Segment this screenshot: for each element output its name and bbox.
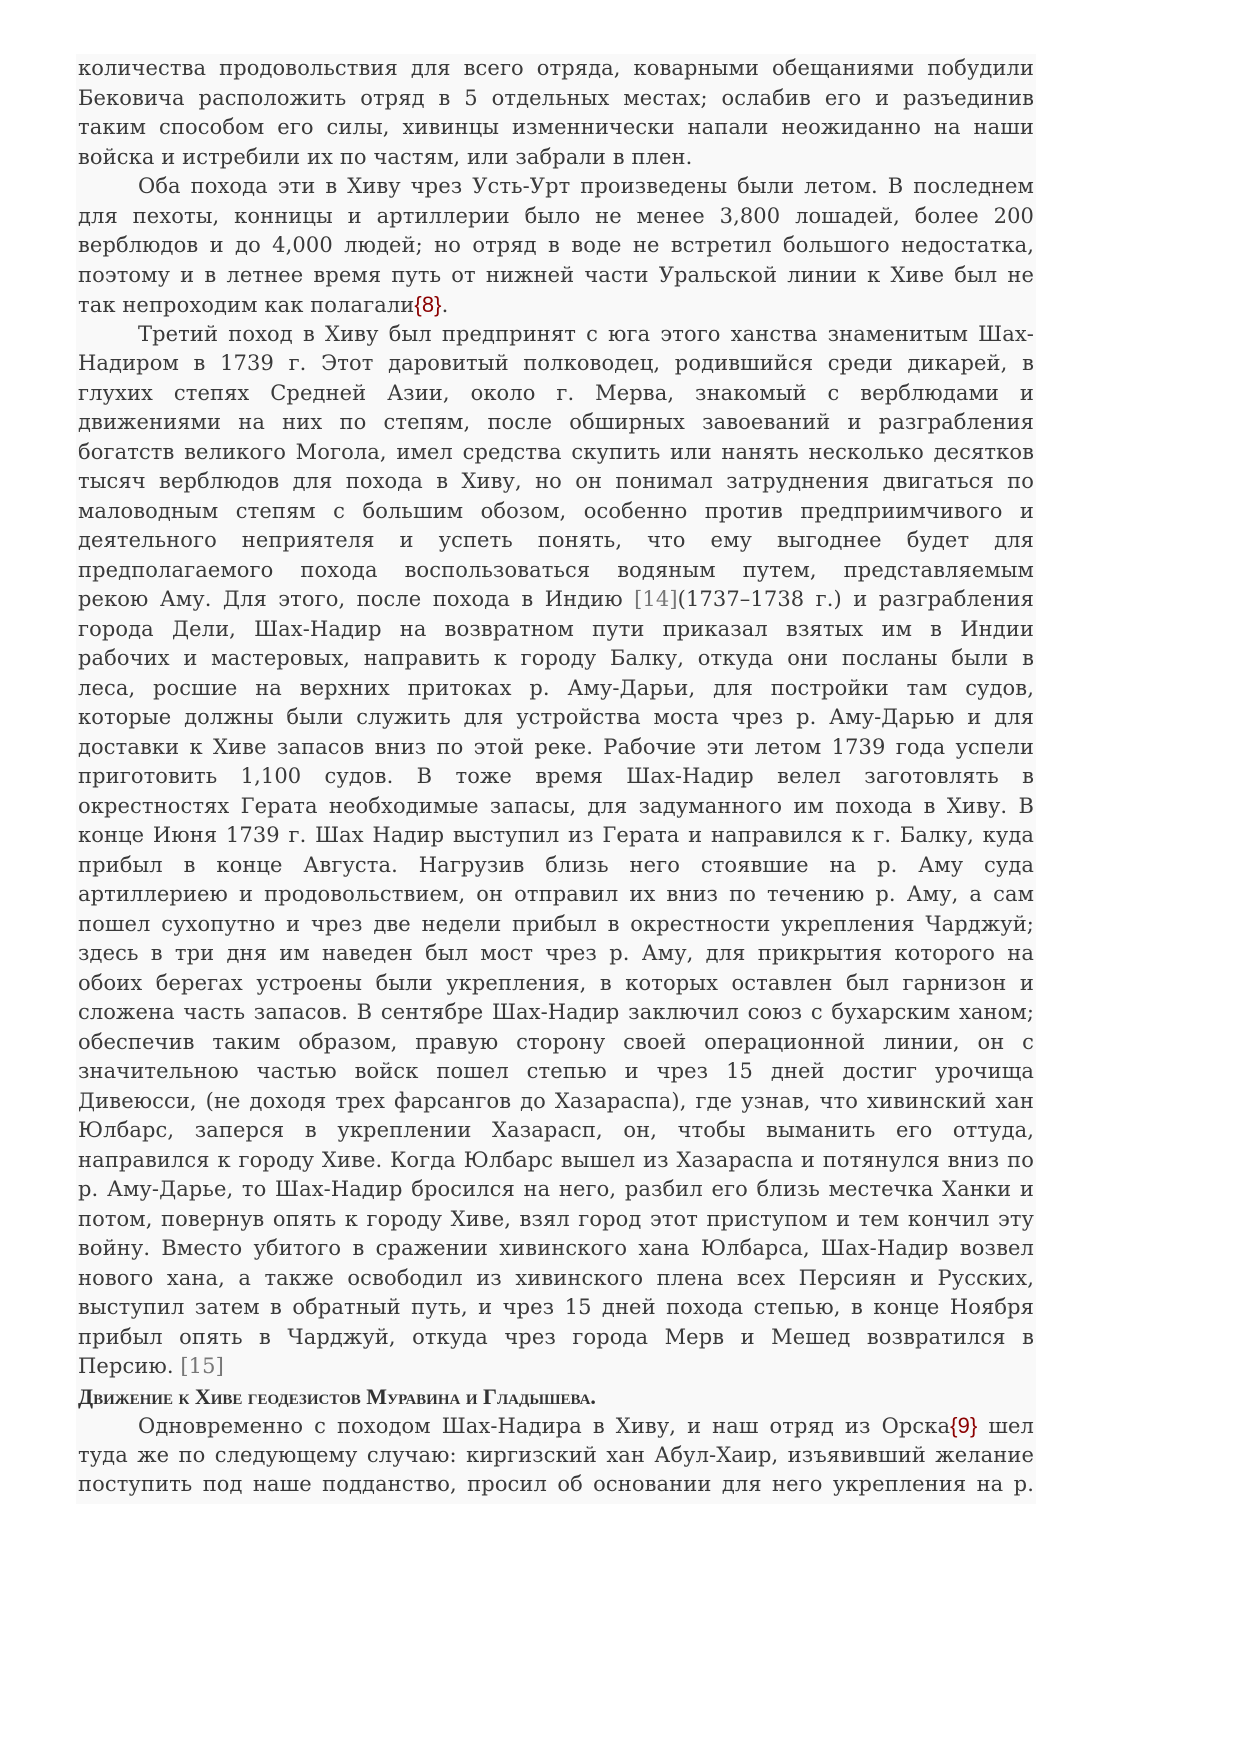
- line-text: Бековича расположить отряд в 5 отдельных местах; ослабив его и разъединив: [78, 85, 1034, 110]
- line-text: обеспечив таким образом, правую сторону своей операционной линии, он с: [78, 1029, 1034, 1054]
- line-text: туда же по следующему случаю: киргизский хан Абул-Хаир, изъявивший желание: [78, 1442, 1034, 1467]
- text-line: [78, 1087, 1034, 1117]
- text-line: [78, 1352, 1034, 1382]
- footnote-link[interactable]: {8}: [414, 292, 442, 317]
- line-text: глухих степях Средней Азии, около г. Мерва, знакомый с верблюдами и: [78, 380, 1034, 405]
- line-text: Дивеюсси, (не доходя трех фарсангов до Хазараспа), где узнав, что хивинский хан: [78, 1088, 1034, 1113]
- paragraph: [78, 172, 1034, 320]
- line-text: тысяч верблюдов для похода в Хиву, но он понимал затруднения двигаться по: [78, 469, 1034, 493]
- text-line: [78, 556, 1034, 586]
- line-text: прибыл в конце Августа. Нагрузив близь него стоявшие на р. Аму суда: [78, 852, 1034, 877]
- line-text: выступил затем в обратный путь, и чрез 15 дней похода степью, в конце Ноября: [78, 1295, 1034, 1319]
- text-line: [78, 113, 1034, 143]
- text-line: [78, 143, 1034, 173]
- line-text-after: (1737–1738 г.) и разграбления: [677, 587, 1034, 611]
- paragraph: [78, 320, 1034, 1382]
- line-text: нового хана, а также освободил из хивинского плена всех Персиян и Русских,: [78, 1265, 1034, 1290]
- line-text-after: шел: [977, 1414, 1034, 1438]
- text-line: [78, 1470, 1034, 1500]
- line-text: Персию.: [78, 1354, 181, 1378]
- line-text: войска и истребили их по частям, или забрали в плен.: [78, 144, 693, 169]
- line-text: Одновременно с походом Шах-Надира в Хиву, и наш отряд из Орска: [138, 1414, 951, 1438]
- line-text: Оба похода эти в Хиву чрез Усть-Урт произведены были летом. В последнем: [138, 174, 1034, 198]
- line-text: маловодным степям с большим обозом, особенно против предприимчивого и: [78, 498, 1034, 523]
- text-line: [78, 1441, 1034, 1471]
- line-text: конце Июня 1739 г. Шах Надир выступил из Герата и направился к г. Балку, куда: [78, 823, 1034, 847]
- text-line: [78, 615, 1034, 645]
- text-line: [78, 290, 1034, 320]
- line-text: количества продовольствия для всего отряда, коварными обещаниями побудили: [78, 56, 1034, 80]
- text-line: [78, 1146, 1034, 1176]
- line-text: окрестностях Герата необходимые запасы, для задуманного им похода в Хиву. В: [78, 793, 1034, 818]
- text-line: [78, 1234, 1034, 1264]
- line-text: рекою Аму. Для этого, после похода в Индию: [78, 587, 635, 611]
- text-line: [78, 733, 1034, 763]
- text-line: [78, 998, 1034, 1028]
- text-line: [78, 851, 1034, 881]
- text-line: [78, 408, 1034, 438]
- paragraph: [78, 54, 1034, 172]
- line-text: предполагаемого похода воспользоваться водяным путем, представляемым: [78, 557, 1034, 582]
- text-line: [78, 349, 1034, 379]
- line-text: здесь в три дня им наведен был мост чрез р. Аму, для прикрытия которого на: [78, 941, 1034, 965]
- footnote-link[interactable]: {9}: [950, 1413, 978, 1438]
- text-line: [78, 467, 1034, 497]
- document-page: [76, 54, 1036, 1504]
- line-text: Юлбарс, заперся в укреплении Хазарасп, он, чтобы выманить его оттуда,: [78, 1118, 1034, 1142]
- text-line: [78, 231, 1034, 261]
- text-line: [78, 1028, 1034, 1058]
- text-line: [78, 497, 1034, 527]
- line-text: леса, росшие на верхних притоках р. Аму-Дарьи, для постройки там судов,: [78, 675, 1034, 700]
- line-text: города Дели, Шах-Надир на возвратном пути приказал взятых им в Индии: [78, 616, 1034, 641]
- text-line: [78, 1116, 1034, 1146]
- line-text: движениями на них по степям, после обширных завоеваний и разграбления: [78, 410, 1034, 434]
- line-text: которые должны были служить для устройства моста чрез р. Аму-Дарью и для: [78, 705, 1034, 729]
- line-text: направился к городу Хиве. Когда Юлбарс вышел из Хазараспа и потянулся вниз по: [78, 1147, 1034, 1172]
- line-text: таким способом его силы, хивинцы изменнически напали неожиданно на наши: [78, 115, 1034, 139]
- text-line: [78, 1205, 1034, 1235]
- text-line: [78, 320, 1034, 350]
- line-text: обоих берегах устроены были укрепления, в которых оставлен был гарнизон и: [78, 970, 1034, 995]
- text-line: [78, 202, 1034, 232]
- text-line: [78, 939, 1034, 969]
- text-line: [78, 585, 1034, 615]
- text-line: [78, 1264, 1034, 1294]
- reference-link[interactable]: [14]: [634, 587, 678, 611]
- text-line: [78, 172, 1034, 202]
- text-line: [78, 1323, 1034, 1353]
- text-line: [78, 261, 1034, 291]
- line-text: доставки к Хиве запасов вниз по этой реке. Рабочие эти летом 1739 года успели: [78, 734, 1034, 759]
- line-text: поэтому и в летнее время путь от нижней части Уральской линии к Хиве был не: [78, 262, 1034, 287]
- line-text: сложена часть запасов. В сентябре Шах-Надир заключил союз с бухарским ханом;: [78, 1000, 1034, 1024]
- line-text: значительною частью войск пошел степью и чрез 15 дней достиг урочища: [78, 1059, 1034, 1083]
- text-line: [78, 703, 1034, 733]
- text-line: [78, 1411, 1034, 1441]
- text-line: [78, 880, 1034, 910]
- line-text: войну. Вместо убитого в сражении хивинского хана Юлбарса, Шах-Надир возвел: [78, 1236, 1034, 1260]
- text-line: [78, 438, 1034, 468]
- text-line: [78, 762, 1034, 792]
- text-line: [78, 674, 1034, 704]
- line-text: прибыл опять в Чарджуй, откуда чрез города Мерв и Мешед возвратился в: [78, 1324, 1034, 1349]
- line-text: рабочих и мастеровых, направить к городу Балку, откуда они посланы были в: [78, 646, 1034, 670]
- line-text: приготовить 1,100 судов. В тоже время Шах-Надир велел заготовлять в: [78, 764, 1034, 788]
- text-line: [78, 644, 1034, 674]
- line-text: потом, повернув опять к городу Хиве, взял город этот приступом и тем кончил эту: [78, 1206, 1034, 1231]
- text-line: [78, 54, 1034, 84]
- body-text: [78, 54, 1034, 1382]
- text-line: [78, 792, 1034, 822]
- line-text: пошел сухопутно и чрез две недели прибыл в окрестности укрепления Чарджуй;: [78, 911, 1034, 936]
- text-line: [78, 1057, 1034, 1087]
- text-line: [78, 526, 1034, 556]
- body-text-continued: [78, 1411, 1034, 1500]
- line-text: богатств великого Могола, имел средства скупить или нанять несколько десятков: [78, 439, 1034, 464]
- paragraph: [78, 1411, 1034, 1500]
- line-text: для пехоты, конницы и артиллерии было не менее 3,800 лошадей, более 200: [78, 203, 1034, 228]
- text-line: [78, 1293, 1034, 1323]
- text-line: [78, 1175, 1034, 1205]
- text-line: [78, 910, 1034, 940]
- section-heading: Движение к Хиве геодезистов Муравина и Гладышева.: [78, 1383, 596, 1409]
- line-text: артиллериею и продовольствием, он отправил их вниз по течению р. Аму, а сам: [78, 882, 1034, 906]
- text-line: [78, 821, 1034, 851]
- line-text-after: .: [441, 293, 449, 317]
- line-text: Надиром в 1739 г. Этот даровитый полководец, родившийся среди дикарей, в: [78, 351, 1034, 375]
- line-text: Третий поход в Хиву был предпринят с юга этого ханства знаменитым Шах-: [138, 321, 1034, 346]
- text-line: [78, 84, 1034, 114]
- reference-link[interactable]: [15]: [180, 1354, 224, 1378]
- line-text: верблюдов и до 4,000 людей; но отряд в воде не встретил большого недостатка,: [78, 233, 1034, 257]
- text-line: [78, 969, 1034, 999]
- line-text: р. Аму-Дарье, то Шах-Надир бросился на него, разбил его близь местечка Ханки и: [78, 1177, 1034, 1201]
- line-text: так непроходим как полагали: [78, 293, 415, 317]
- text-line: [78, 379, 1034, 409]
- line-text: поступить под наше подданство, просил об основании для него укрепления на р.: [78, 1472, 1034, 1496]
- line-text: деятельного неприятеля и успеть понять, что ему выгоднее будет для: [78, 528, 1034, 552]
